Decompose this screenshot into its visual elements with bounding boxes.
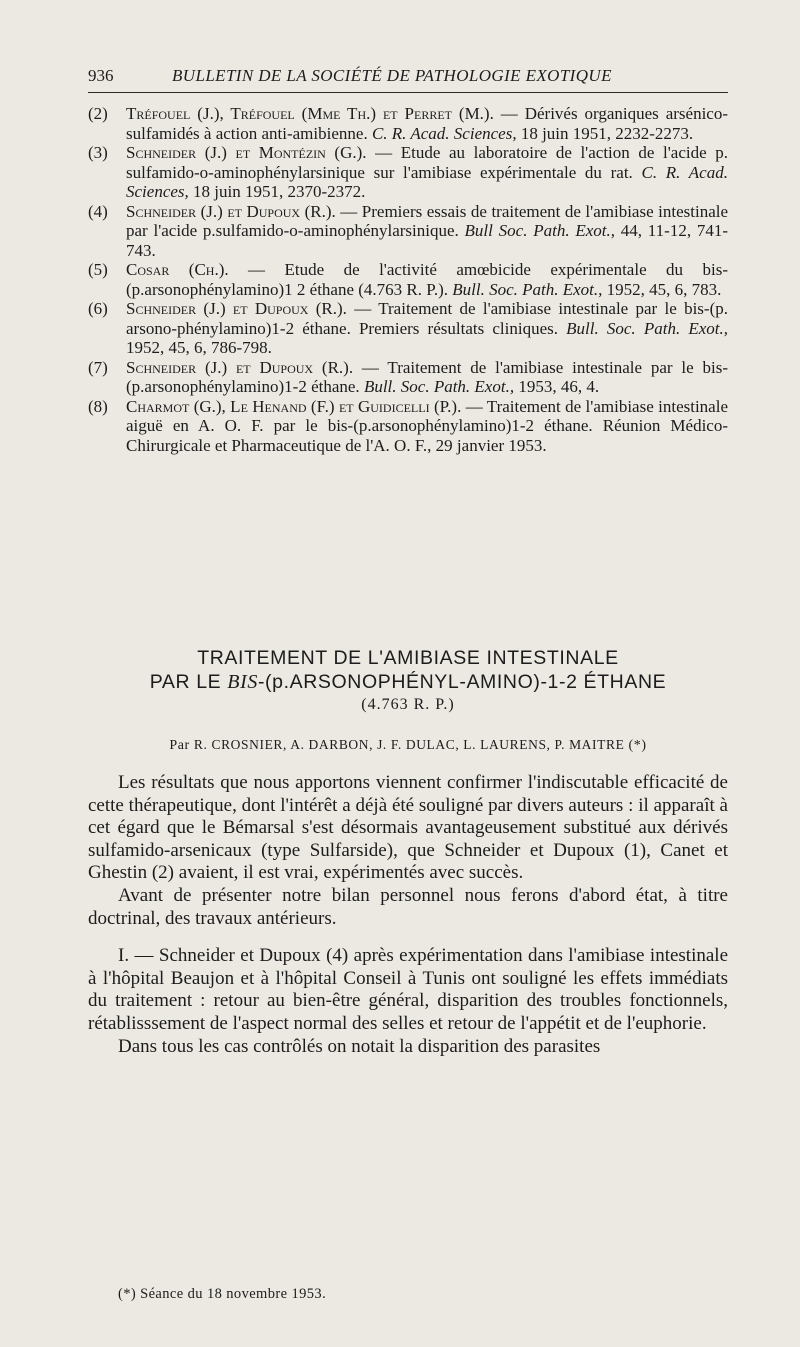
paragraph: I. — Schneider et Dupoux (4) après expérimentation dans l'amibiase intestinale à l'hôpital Beaujon et à l'hôpital Conseil à Tunis ont souligné les effets immédiats du traitement : retour au bien-être général, disparition des troubles fonctionnels, rétablisssement de l'aspect normal des selles et retour de l'appétit et de l'euphorie. [88, 945, 728, 1034]
reference-journal: Bull. Soc. Path. Exot., [363, 377, 515, 396]
reference-item: (5) Cosar (Ch.). — Etude de l'activité amœbicide expérimentale du bis-(p.arsonophénylamino)1 2 éthane (4.763 R. P.). Bull. Soc. Path. Exot., 1952, 45, 6, 783. [88, 260, 728, 299]
reference-authors: Schneider (J.) et Dupoux (R.). [126, 299, 347, 318]
running-title: BULLETIN DE LA SOCIÉTÉ DE PATHOLOGIE EXOTIQUE [172, 66, 612, 85]
reference-authors: Schneider (J.) et Dupoux (R.). [126, 357, 354, 377]
paragraph: Les résultats que nous apportons viennent confirmer l'indiscutable efficacité de cette thérapeutique, dont l'intérêt a déjà été souligné par divers auteurs : il apparaît à cet égard que le Bémarsal s'est désormais avantageusement substitué aux dérivés sulfamido-arsenicaux (type Sulfarside), que Schneider et Dupoux (1), Canet et Ghestin (2) avaient, il est vrai, expérimentés avec succès. [88, 772, 728, 884]
article-authors: Par R. CROSNIER, A. DARBON, J. F. DULAC, L. LAURENS, P. MAITRE (*) [169, 737, 647, 753]
reference-authors: Charmot (G.), Le Henand (F.) et Guidicelli (P.). [126, 396, 462, 416]
reference-authors: Tréfouel (J.), Tréfouel (Mme Th.) et Perret (M.). [126, 104, 494, 123]
reference-item: (7) Schneider (J.) et Dupoux (R.). — Traitement de l'amibiase intestinale par le bis-(p.arsonophénylamino)1-2 éthane. Bull. Soc. Path. Exot., 1953, 46, 4. [88, 357, 728, 396]
reference-item: (8) Charmot (G.), Le Henand (F.) et Guidicelli (P.). — Traitement de l'amibiase intestinale aiguë en A. O. F. par le bis-(p.arsonophénylamino)1-2 éthane. Réunion Médico-Chirurgicale et Pharmaceutique de l'A. O. F., 29 janvier 1953. [88, 396, 728, 455]
reference-journal: Bull. Soc. Path. Exot., [566, 318, 728, 338]
title-line-2: PAR LE BIS-(p.ARSONOPHÉNYL-AMINO)-1-2 ÉTHANE [149, 671, 667, 693]
paragraph: Dans tous les cas contrôlés on notait la disparition des parasites [118, 1035, 601, 1057]
author-names: R. CROSNIER, A. DARBON, J. F. DULAC, L. LAURENS, P. MAITRE [193, 737, 625, 752]
article-title [88, 646, 728, 694]
title-line-1: TRAITEMENT DE L'AMIBIASE INTESTINALE [197, 647, 619, 669]
reference-journal: C. R. Acad. Sciences, [371, 123, 517, 143]
reference-list [88, 104, 728, 455]
article-body [88, 772, 728, 1058]
reference-authors: Schneider (J.) et Montézin (G.). [126, 143, 367, 162]
reference-item: (2) Tréfouel (J.), Tréfouel (Mme Th.) et Perret (M.). — Dérivés organiques arsénico-sulfamidés à action anti-amibienne. C. R. Acad. Sciences, 18 juin 1951, 2232-2273. [88, 104, 729, 143]
reference-journal: C. R. Acad. Sciences, [126, 162, 728, 201]
paragraph: Avant de présenter notre bilan personnel nous ferons d'abord état, à titre doctrinal, des travaux antérieurs. [88, 884, 728, 929]
footnote-mark: (*) [628, 738, 647, 753]
registry-number: (4.763 R. P.) [361, 696, 455, 713]
footnote: (*) Séance du 18 novembre 1953. [118, 1286, 327, 1302]
reference-item: (4) Schneider (J.) et Dupoux (R.). — Premiers essais de traitement de l'amibiase intestinale par l'acide p.sulfamido-o-aminophénylarsinique. Bull Soc. Path. Exot., 44, 11-12, 741-743. [88, 201, 729, 260]
reference-item: (3) Schneider (J.) et Montézin (G.). — Etude au laboratoire de l'action de l'acide p. sulfamido-o-aminophénylarsinique sur l'amibiase expérimentale du rat. C. R. Acad. Sciences, 18 juin 1951, 2370-2372. [88, 143, 728, 201]
reference-authors: Cosar (Ch.). [126, 260, 229, 279]
reference-item: (6) Schneider (J.) et Dupoux (R.). — Traitement de l'amibiase intestinale par le bis-(p. arsono-phénylamino)1-2 éthane. Premiers résultats cliniques. Bull. Soc. Path. Exot., 1952, 45, 6, 786-798. [88, 299, 728, 357]
reference-journal: Bull Soc. Path. Exot., [464, 221, 615, 240]
page-number: 936 [88, 66, 114, 85]
reference-journal: Bull. Soc. Path. Exot., [452, 279, 603, 299]
reference-authors: Schneider (J.) et Dupoux (R.). [126, 201, 336, 221]
header-rule [88, 92, 728, 93]
